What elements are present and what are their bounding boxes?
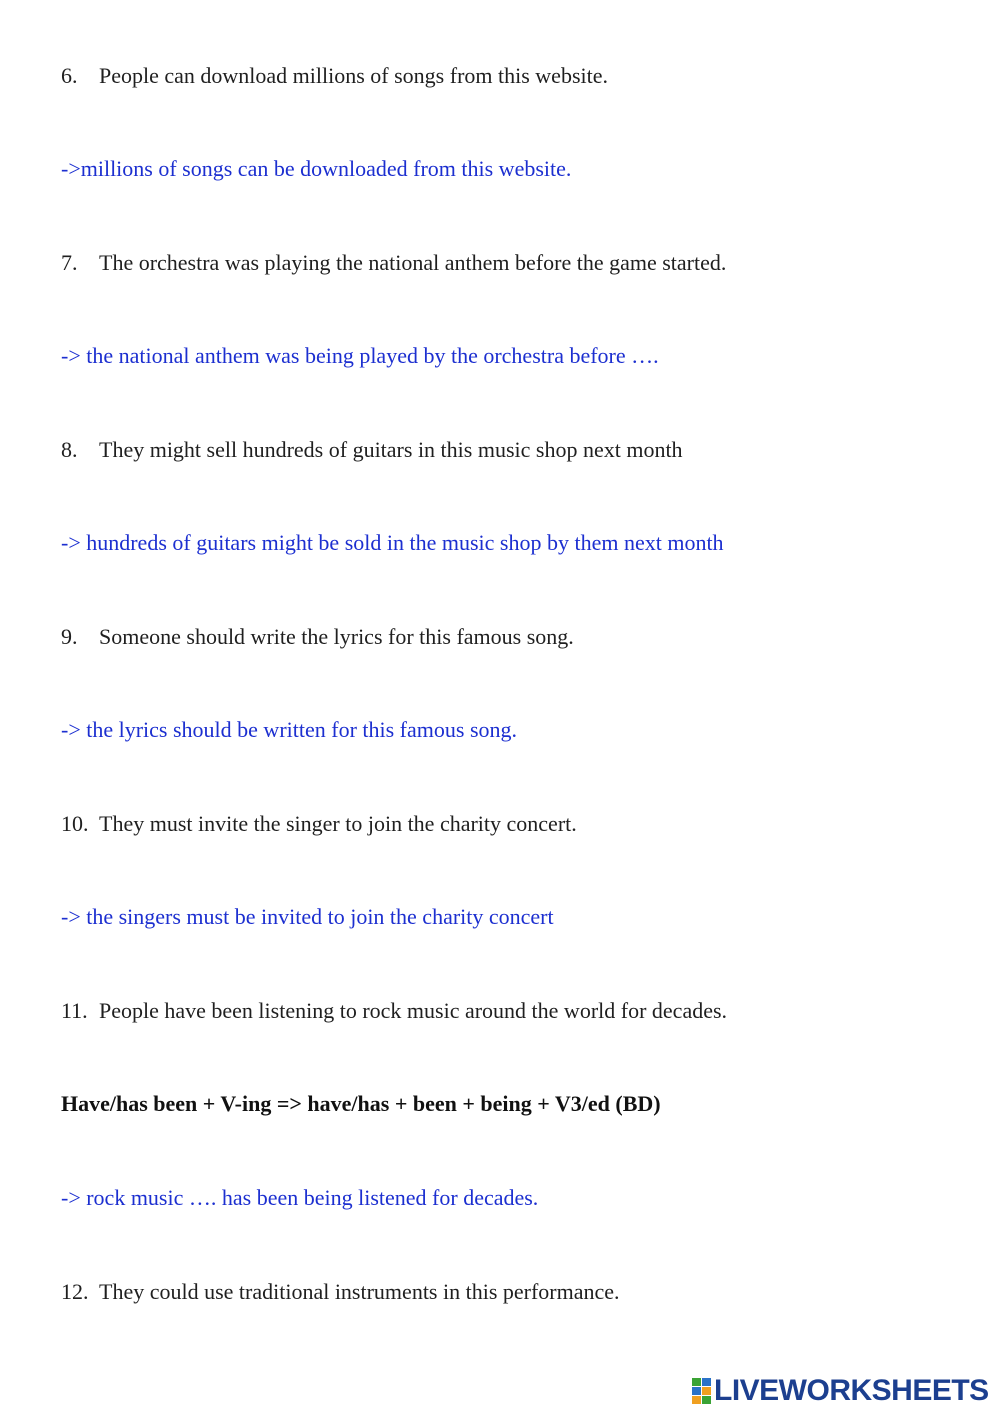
question-10 (61, 810, 577, 838)
brand-name: LIVEWORKSHEETS (714, 1374, 989, 1407)
grammar-note: Have/has been + V-ing => have/has + been + being + V3/ed (BD) (61, 1091, 661, 1116)
answer-7: -> the national anthem was being played by the orchestra before …. (61, 343, 659, 368)
answer-8: -> hundreds of guitars might be sold in the music shop by them next month (61, 530, 724, 555)
answer-6: ->millions of songs can be downloaded from this website. (61, 156, 572, 181)
question-text: People have been listening to rock music around the world for decades. (99, 998, 728, 1023)
question-number: 7. (61, 250, 78, 275)
question-number: 12. (61, 1279, 89, 1304)
answer-10: -> the singers must be invited to join the charity concert (61, 904, 554, 929)
question-number: 10. (61, 811, 89, 836)
question-text: The orchestra was playing the national anthem before the game started. (99, 250, 727, 275)
liveworksheets-brand[interactable] (692, 1374, 989, 1408)
answer-11: -> rock music …. has been being listened for decades. (61, 1185, 539, 1210)
question-8 (61, 436, 683, 464)
question-text: They could use traditional instruments in this performance. (99, 1279, 620, 1304)
question-text: Someone should write the lyrics for this famous song. (99, 624, 574, 649)
answer-9: -> the lyrics should be written for this famous song. (61, 717, 518, 742)
question-text: They must invite the singer to join the charity concert. (99, 811, 577, 836)
question-text: People can download millions of songs from this website. (99, 63, 608, 88)
question-7 (61, 249, 726, 277)
liveworksheets-logo-icon (692, 1376, 712, 1406)
question-6 (61, 62, 608, 90)
question-number: 6. (61, 63, 78, 88)
question-9 (61, 623, 574, 651)
question-number: 8. (61, 437, 78, 462)
question-12 (61, 1278, 620, 1306)
question-text: They might sell hundreds of guitars in this music shop next month (99, 437, 683, 462)
question-number: 11. (61, 998, 88, 1023)
question-number: 9. (61, 624, 78, 649)
question-11 (61, 997, 727, 1025)
